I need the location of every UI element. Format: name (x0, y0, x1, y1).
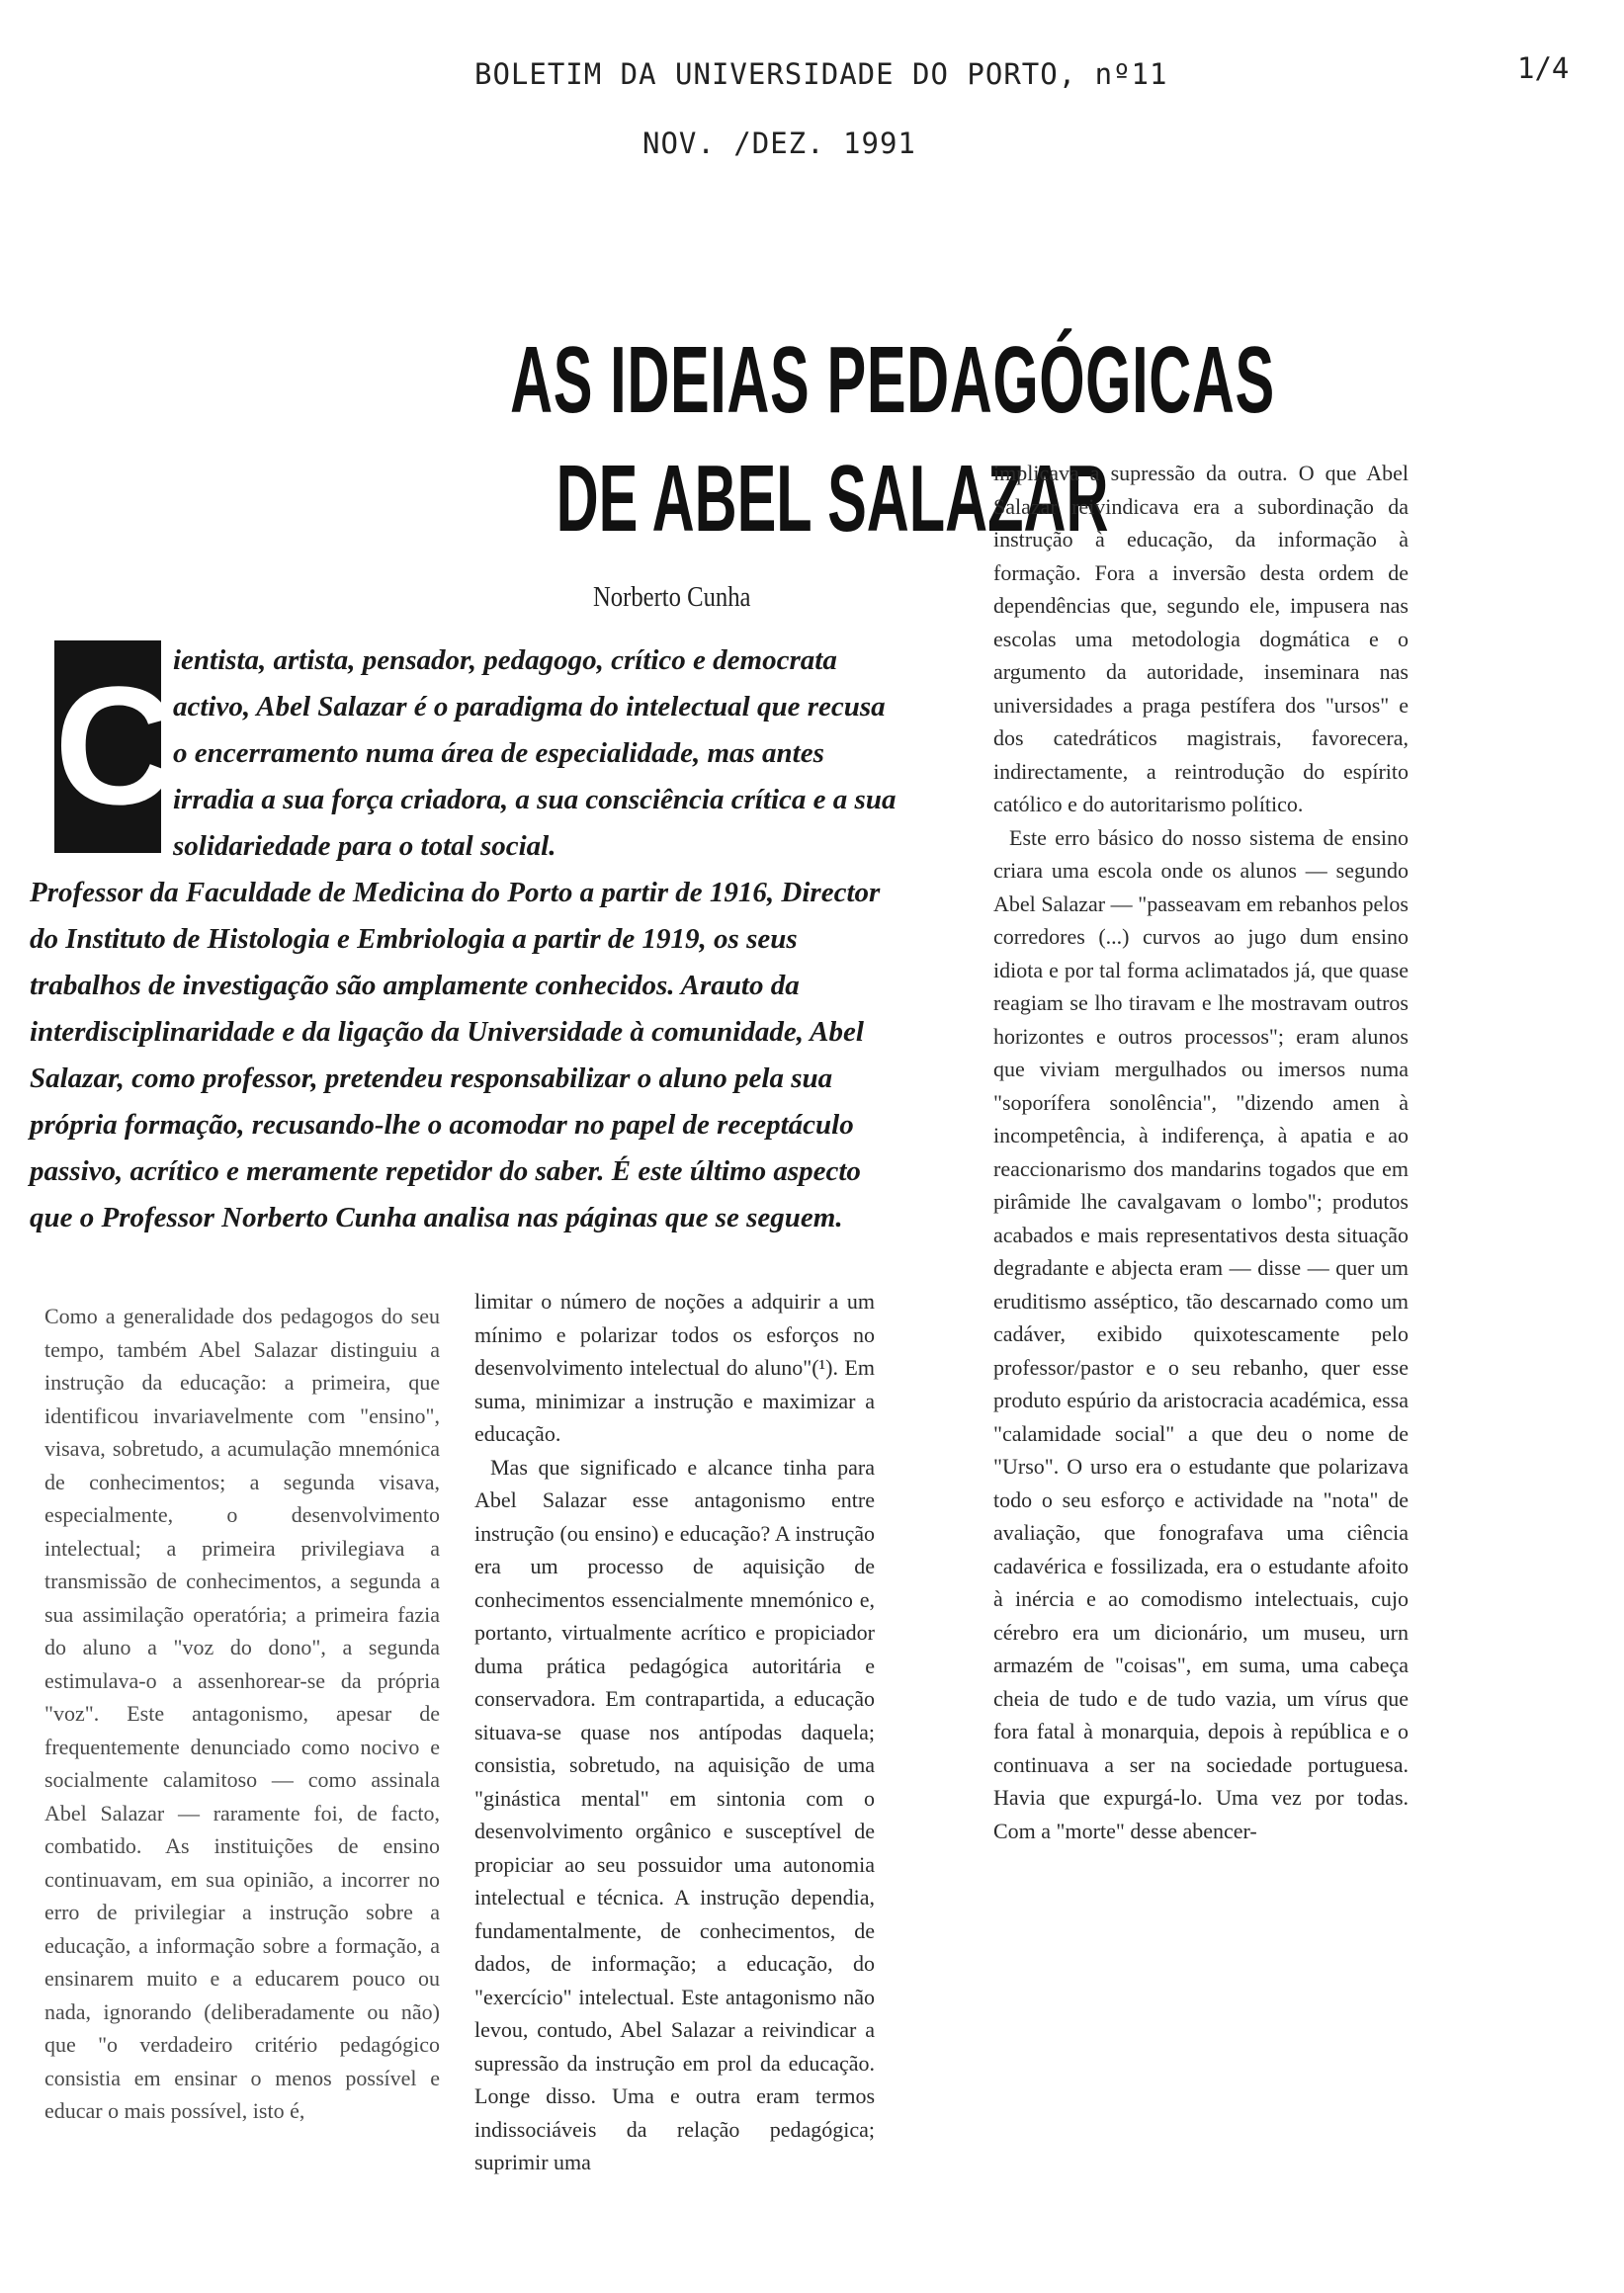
body-column-2 (474, 1285, 875, 2179)
lead-indented-text: ientista, artista, pensador, pedagogo, crítico e democrata activo, Abel Salazar é o paradigma do intelectual que recusa o encerramento numa área de especialidade, mas antes irradia a sua força criadora, a sua consciência crítica e a sua solidariedade para o total social. (173, 644, 897, 862)
body-column-3 (993, 457, 1409, 1847)
body-column-1 (44, 1300, 440, 2128)
page-number: 1/4 (1517, 51, 1570, 85)
article-title (381, 326, 1275, 552)
drop-cap: C (54, 640, 161, 853)
column-3-paragraph: Este erro básico do nosso sistema de ensino criara uma escola onde os alunos — segundo Abel Salazar — "passeavam em rebanhos pelos corredores (...) curvos ao jugo dum ensino idiota e por tal forma aclimatados já, que quase reagiam se lho tiravam e lhe mostravam outros horizontes e outros processos"; eram alunos que viviam mergulhados ou imersos numa "soporífera sonolência", "dizendo amen à incompetência, à indiferença, à apatia e ao reaccionarismo dos mandarins togados que em pirâmide lhe cavalgavam o lombo"; produtos acabados e mais representativos desta situação degradante e abjecta eram — disse — quer um eruditismo asséptico, tão descarnado como um cadáver, exibido quixotescamente pelo professor/pastor e o seu rebanho, quer esse produto espúrio da aristocracia académica, essa "calamidade social" a que deu o nome de "Urso". O urso era o estudante que polarizava todo o seu esforço e actividade na "nota" de avaliação, que fonografava uma ciência cadavérica e fossilizada, era o estudante afoito à inércia e ao comodismo intelectuais, cujo cérebro era um dicionário, um museu, urn armazém de "coisas", em suma, uma cabeça cheia de tudo e de tudo vazia, um vírus que fora fatal à monarquia, depois à república e o continuava a ser na sociedade portuguesa. Havia que expurgá-lo. Uma vez por todas. Com a "morte" desse abencer- (993, 824, 1409, 1843)
column-3-paragraph: implicava a supressão da outra. O que Abel Salazar reivindicava era a subordinação da instrução à educação, da informação à formação. Fora a inversão desta ordem de dependências que, segundo ele, impusera nas escolas uma metodologia dogmática e o argumento da autoridade, inseminara nas universidades a praga pestífera dos "ursos" e dos catedráticos magistrais, favorecera, indirectamente, a reintrodução do espírito católico e do autoritarismo político. (993, 461, 1409, 816)
publication-date: NOV. /DEZ. 1991 (642, 127, 916, 160)
author-byline: Norberto Cunha (593, 581, 751, 613)
title-line-2: DE ABEL SALAZAR (556, 446, 1109, 552)
lead-paragraph (30, 637, 899, 1241)
lead-rest-text: Professor da Faculdade de Medicina do Porto a partir de 1916, Director do Instituto de Histologia e Embriologia a partir de 1919, os seus trabalhos de investigação são amplamente conhecidos. Arauto da interdisciplinaridade e da ligação da Universidade à comunidade, Abel Salazar, como professor, pretendeu responsabilizar o aluno pela sua própria formação, recusando-lhe o acomodar no papel de receptáculo passivo, acrítico e meramente repetidor do saber. É este último aspecto que o Professor Norberto Cunha analisa nas páginas que se seguem. (30, 877, 881, 1233)
column-1-paragraph: Como a generalidade dos pedagogos do seu tempo, também Abel Salazar distinguiu a instrução da educação: a primeira, que identificou invariavelmente com "ensino", visava, sobretudo, a acumulação mnemónica de conhecimentos; a segunda visava, especialmente, o desenvolvimento intelectual; a primeira privilegiava a transmissão de conhecimentos, a segunda a sua assimilação operatória; a primeira fazia do aluno a "voz do dono", a segunda estimulava-o a assenhorear-se da própria "voz". Este antagonismo, apesar de frequentemente denunciado como nocivo e socialmente calamitoso — como assinala Abel Salazar — raramente foi, de facto, combatido. As instituições de ensino continuavam, em sua opinião, a incorrer no erro de privilegiar a instrução sobre a educação, a informação sobre a formação, a ensinarem muito e a educarem pouco ou nada, ignorando (deliberadamente ou não) que "o verdadeiro critério pedagógico consistia em ensinar o menos possível e educar o mais possível, isto é, (44, 1304, 440, 2123)
publication-header: BOLETIM DA UNIVERSIDADE DO PORTO, nº11 (474, 57, 1168, 91)
column-2-paragraph: Mas que significado e alcance tinha para Abel Salazar esse antagonismo entre instrução (ou ensino) e educação? A instrução era um processo de aquisição de conhecimentos essencialmente mnemónico e, portanto, virtualmente acrítico e propiciador duma prática pedagógica autoritária e conservadora. Em contrapartida, a educação situava-se quase nos antípodas daquela; consistia, sobretudo, na aquisição de uma "ginástica mental" em sintonia com o desenvolvimento orgânico e susceptível de propiciar ao seu possuidor uma autonomia intelectual e técnica. A instrução dependia, fundamentalmente, de conhecimentos, de dados, de informação; a educação, do "exercício" intelectual. Este antagonismo não levou, contudo, Abel Salazar a reivindicar a supressão da instrução em prol da educação. Longe disso. Uma e outra eram termos indissociáveis da relação pedagógica; suprimir uma (474, 1454, 875, 2174)
title-line-1: AS IDEIAS PEDAGÓGICAS (510, 327, 1275, 433)
column-2-paragraph: limitar o número de noções a adquirir a um mínimo e polarizar todos os esforços no desenvolvimento intelectual do aluno"(¹). Em suma, minimizar a instrução e maximizar a educação. (474, 1289, 875, 1446)
